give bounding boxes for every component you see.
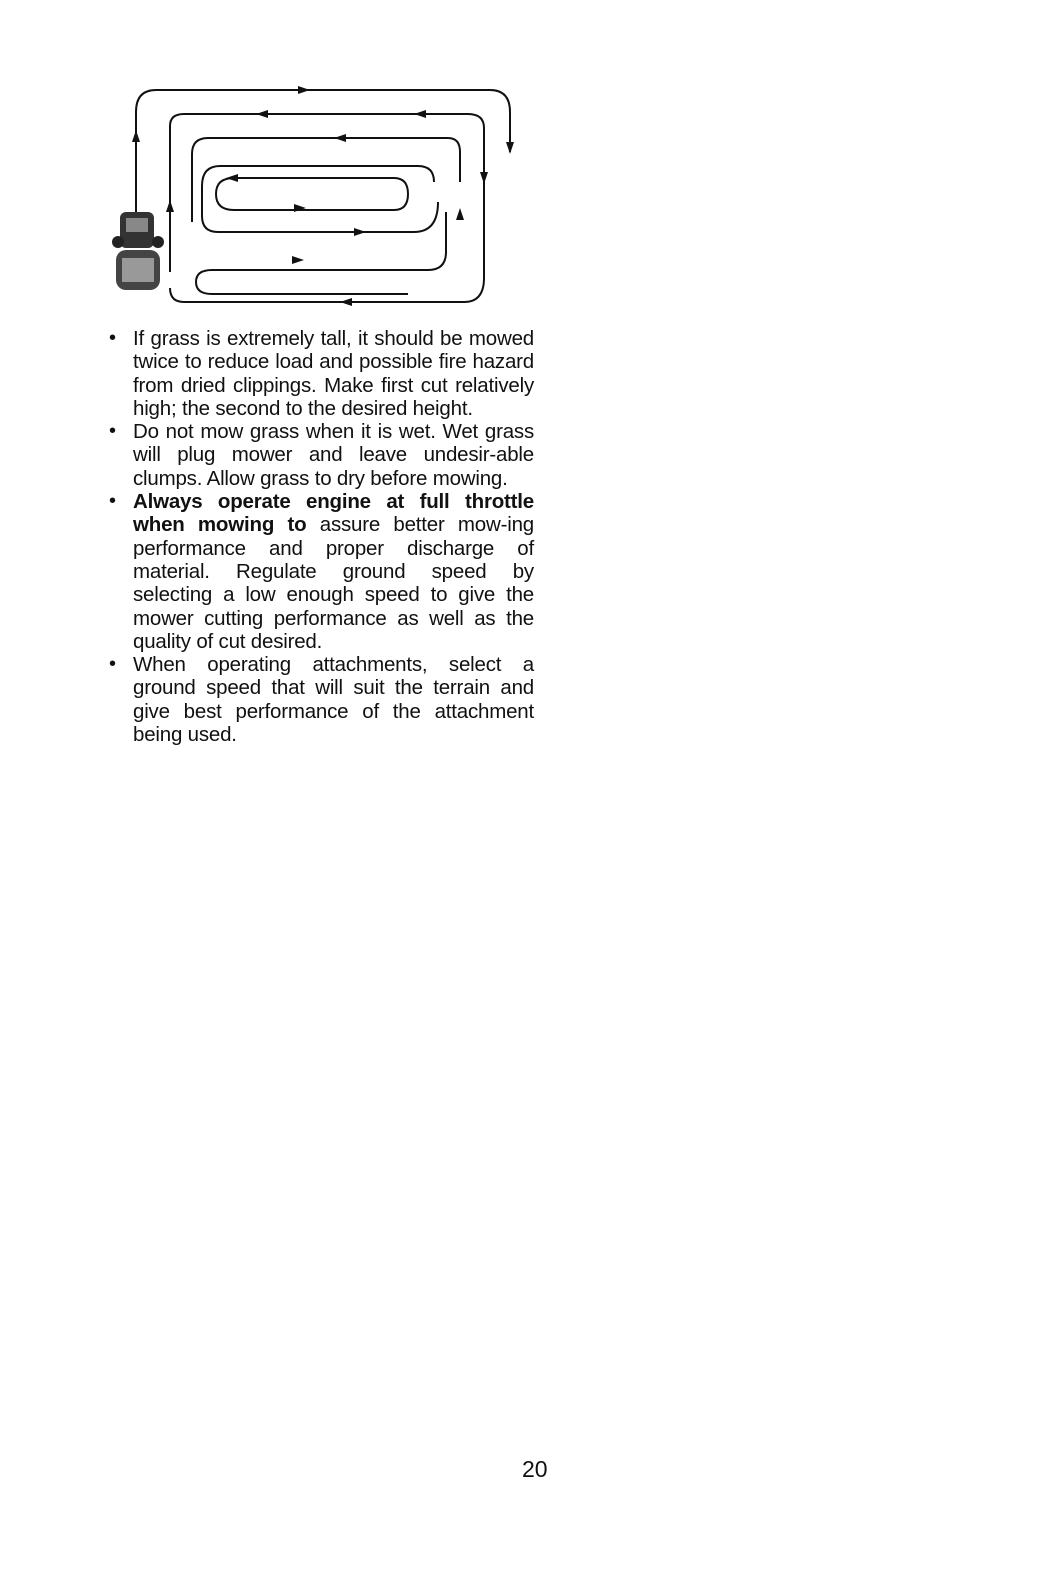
instruction-text: If grass is extremely tall, it should be mowed twice to reduce load and possible fire hazard from dried clippings. Make first cut relatively high; the second to the desired height. bbox=[133, 327, 534, 420]
mowing-pattern-figure bbox=[108, 82, 528, 314]
instruction-text: Do not mow grass when it is wet. Wet grass will plug mower and leave undesir-able clumps. Allow grass to dry before mowing. bbox=[133, 420, 534, 490]
arrow-down-icon bbox=[506, 142, 514, 154]
bullet-icon: • bbox=[109, 420, 116, 443]
instruction-list bbox=[104, 327, 534, 746]
arrow-up-icon bbox=[456, 208, 464, 220]
riding-mower-icon bbox=[112, 212, 164, 290]
mowing-path-inner bbox=[216, 178, 408, 210]
instruction-item-attachments bbox=[104, 653, 534, 746]
instruction-item-full-throttle bbox=[104, 490, 534, 653]
instruction-text: When operating attachments, select a ground speed that will suit the terrain and give best performance of the attachment being used. bbox=[133, 653, 534, 747]
arrow-left-icon bbox=[414, 110, 426, 118]
mowing-path-loop-4 bbox=[196, 212, 446, 294]
arrow-up-icon bbox=[166, 200, 174, 212]
instruction-text: assure better mow-ing performance and proper discharge of material. Regulate ground speed by selecting a low enough speed to give the mower cutting performance as well as the quality of cut desired. bbox=[133, 513, 534, 653]
bullet-icon: • bbox=[109, 327, 116, 349]
arrow-right-icon bbox=[298, 86, 310, 94]
arrow-left-icon bbox=[334, 134, 346, 142]
arrow-right-icon bbox=[292, 256, 304, 264]
arrow-up-icon bbox=[132, 130, 140, 142]
bullet-icon: • bbox=[109, 490, 116, 513]
instruction-item-tall-grass bbox=[104, 327, 534, 420]
instruction-bold-text: Always operate engine at full throttle when mowing to bbox=[133, 490, 534, 537]
mowing-pattern-icon bbox=[108, 82, 528, 314]
arrow-right-icon bbox=[354, 228, 366, 236]
arrow-left-icon bbox=[340, 298, 352, 306]
arrow-left-icon bbox=[256, 110, 268, 118]
page-number: 20 bbox=[522, 1456, 548, 1482]
arrow-down-icon bbox=[480, 172, 488, 184]
arrow-left-icon bbox=[226, 174, 238, 182]
instruction-item-wet-grass bbox=[104, 420, 534, 490]
bullet-icon: • bbox=[109, 653, 116, 676]
